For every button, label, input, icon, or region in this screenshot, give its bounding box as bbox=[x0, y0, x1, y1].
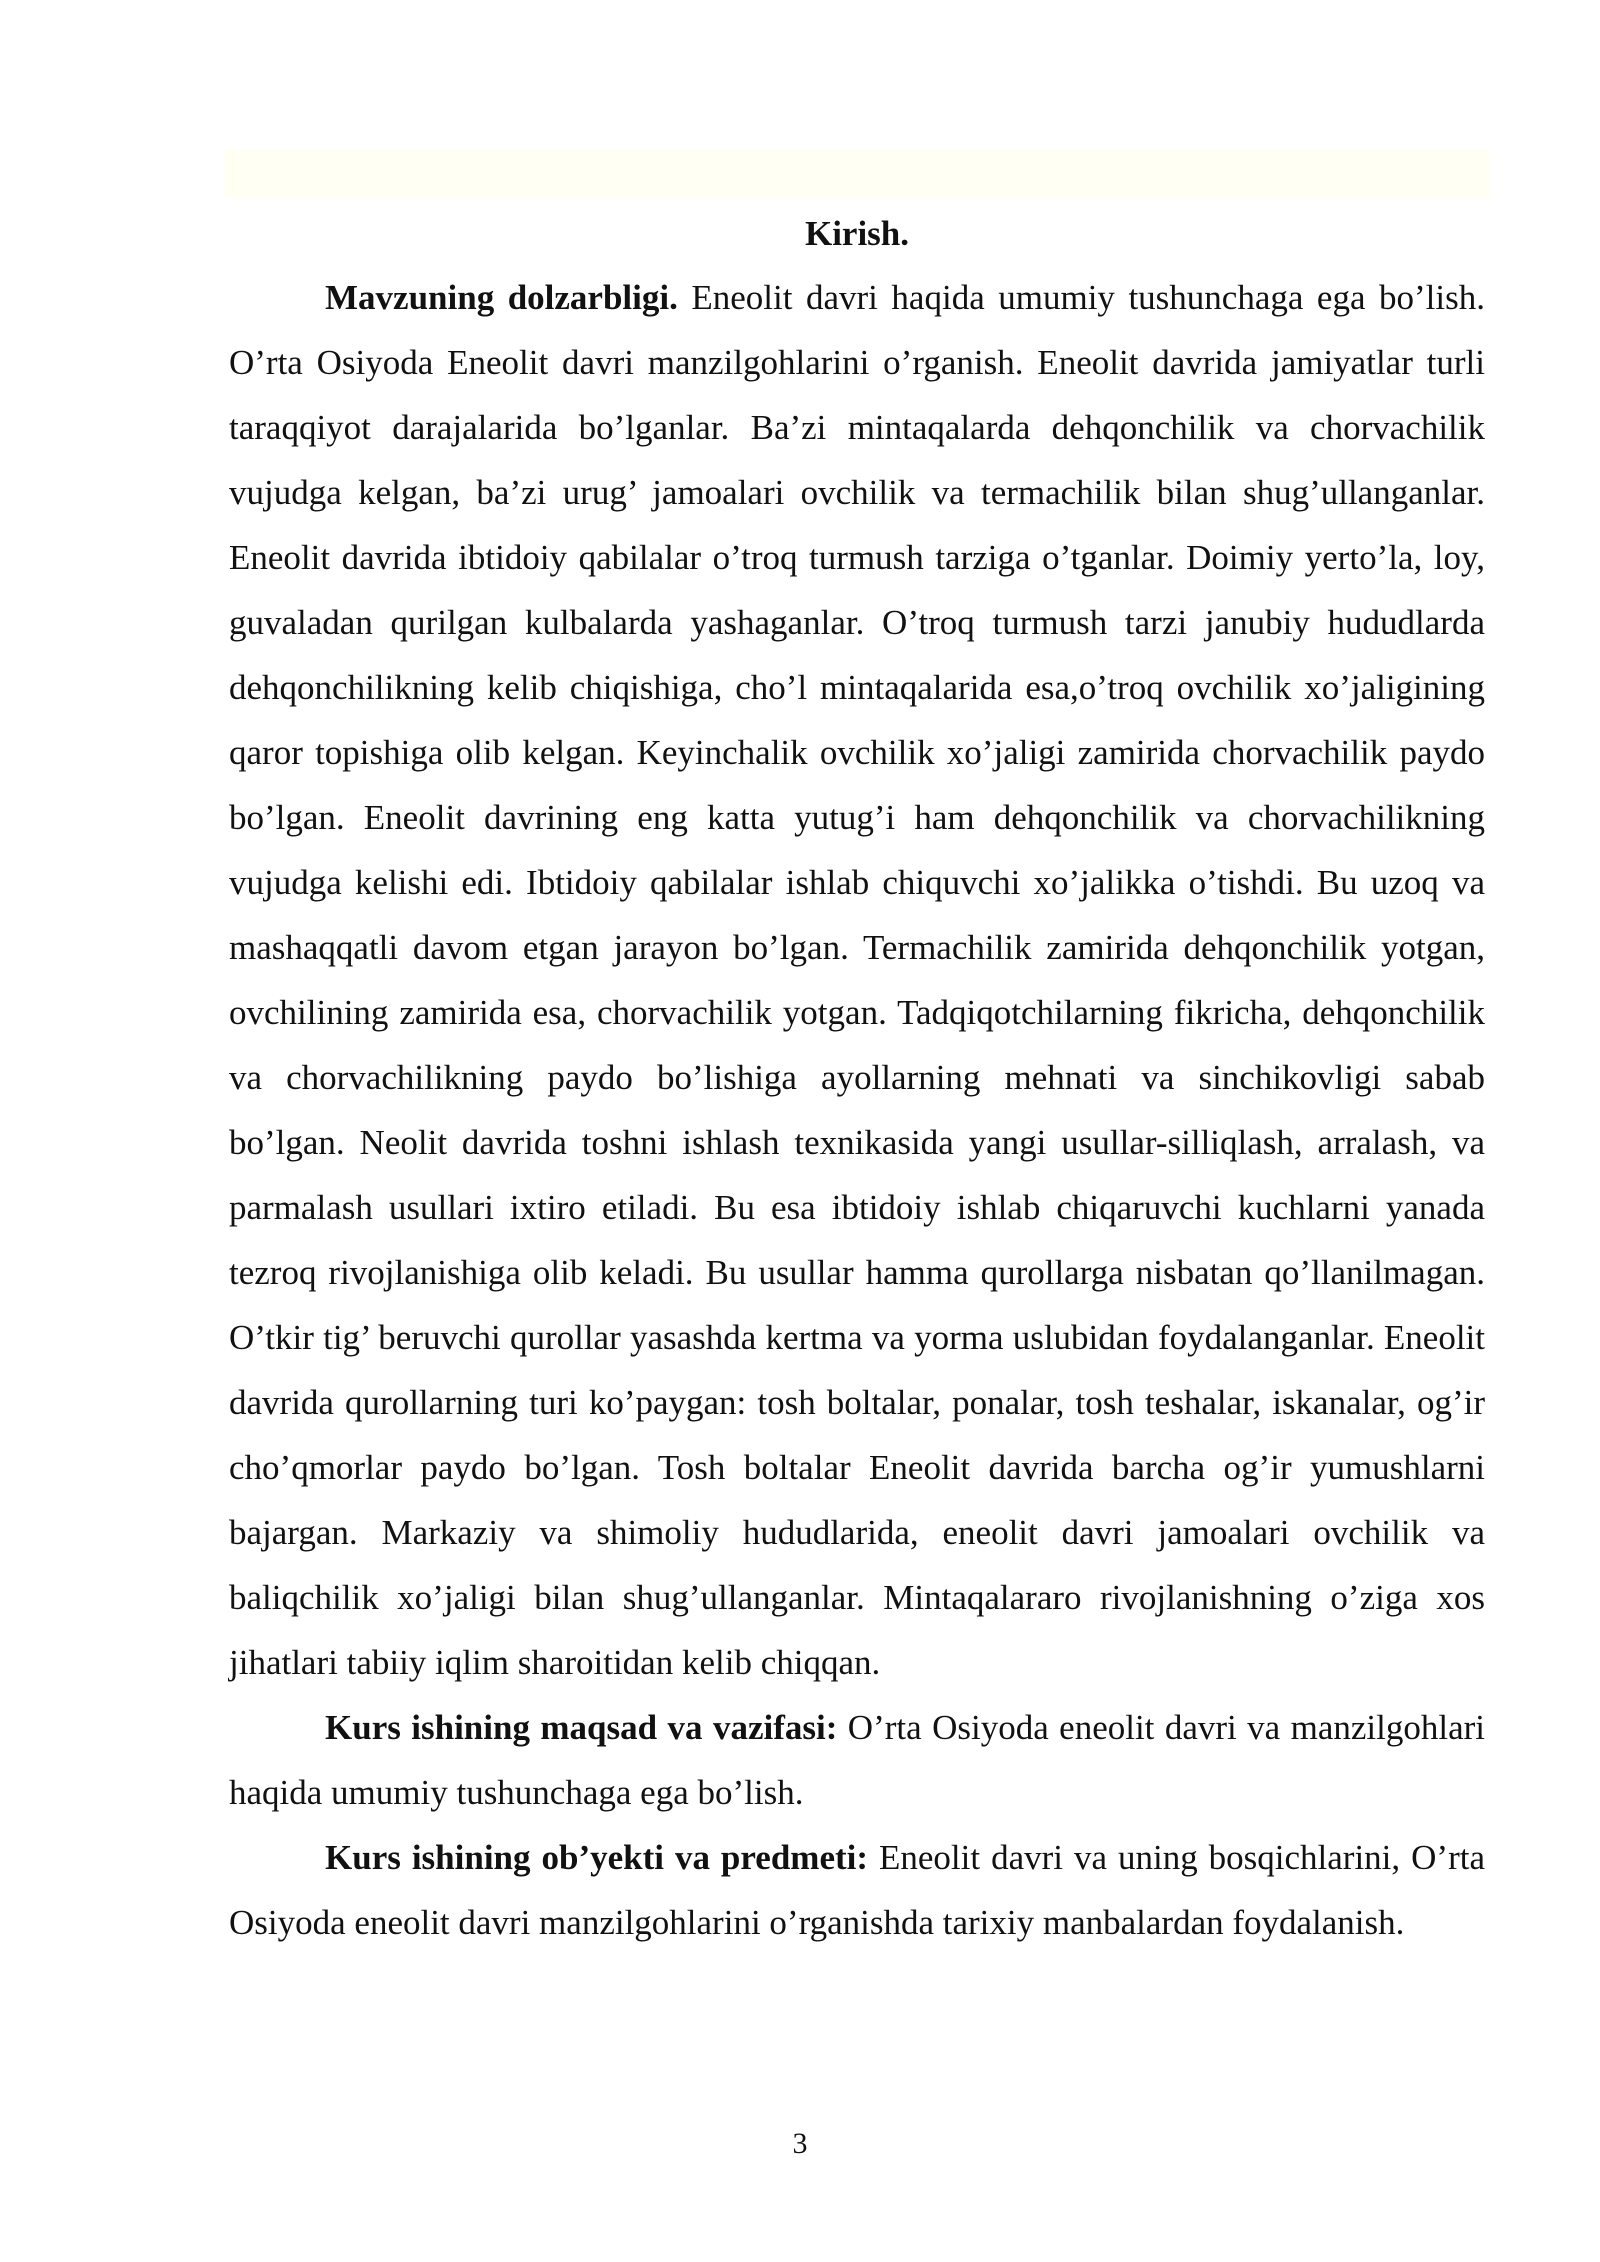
page-number: 3 bbox=[792, 2127, 808, 2160]
paragraph-goal bbox=[229, 1695, 1485, 1825]
paragraph-text: O’rta Osiyoda eneolit davri va manzilgohlari haqida umumiy tushunchaga ega bo’lish. bbox=[229, 1708, 1486, 1812]
paragraph-relevance bbox=[229, 265, 1485, 1695]
paragraph-lead: Mavzuning dolzarbligi. bbox=[325, 278, 678, 317]
paragraph-text: Eneolit davri va uning bosqichlarini, O’rta Osiyoda eneolit davri manzilgohlarini o’rganishda tarixiy manbalardan foydalanish. bbox=[229, 1838, 1485, 1942]
section-title: Kirish. bbox=[804, 214, 910, 253]
paragraph-object bbox=[229, 1825, 1485, 1955]
highlight-strip bbox=[225, 150, 1490, 198]
paragraph-lead: Kurs ishining ob’yekti va predmeti: bbox=[325, 1838, 869, 1877]
page-content bbox=[229, 206, 1485, 1955]
paragraph-text: Eneolit davri haqida umumiy tushunchaga ega bo’lish. O’rta Osiyoda Eneolit davri manzilgohlarini o’rganish. Eneolit davrida jamiyatlar turli taraqqiyot darajalarida bo’lganlar. Ba’zi mintaqalarda dehqonchilik va chorvachilik vujudga kelgan, ba’zi urug’ jamoalari ovchilik va termachilik bilan shug’ullanganlar. Eneolit davrida ibtidoiy qabilalar o’troq turmush tarziga o’tganlar. Doimiy yerto’la, loy, guvaladan qurilgan kulbalarda yashaganlar. O’troq turmush tarzi janubiy hududlarda dehqonchilikning kelib chiqishiga, cho’l mintaqalarida esa,o’troq ovchilik xo’jaligining qaror topishiga olib kelgan. Keyinchalik ovchilik xo’jaligi zamirida chorvachilik paydo bo’lgan. Eneolit davrining eng katta yutug’i ham dehqonchilik va chorvachilikning vujudga kelishi edi. Ibtidoiy qabilalar ishlab chiquvchi xo’jalikka o’tishdi. Bu uzoq va mashaqqatli davom etgan jarayon bo’lgan. Termachilik zamirida dehqonchilik yotgan, ovchilining zamirida esa, chorvachilik yotgan. Tadqiqotchilarning fikricha, dehqonchilik va chorvachilikning paydo bo’lishiga ayollarning mehnati va sinchikovligi sabab bo’lgan. Neolit davrida toshni ishlash texnikasida yangi usullar-silliqlash, arralash, va parmalash usullari ixtiro etiladi. Bu esa ibtidoiy ishlab chiqaruvchi kuchlarni yanada tezroq rivojlanishiga olib keladi. Bu usullar hamma qurollarga nisbatan qo’llanilmagan. O’tkir tig’ beruvchi qurollar yasashda kertma va yorma uslubidan foydalanganlar. Eneolit davrida qurollarning turi ko’paygan: tosh boltalar, ponalar, tosh teshalar, iskanalar, og’ir cho’qmorlar paydo bo’lgan. Tosh boltalar Eneolit davrida barcha og’ir yumushlarni bajargan. Markaziy va shimoliy hududlarida, eneolit davri jamoalari ovchilik va baliqchilik xo’jaligi bilan shug’ullanganlar. Mintaqalararo rivojlanishning o’ziga xos jihatlari tabiiy iqlim sharoitidan kelib chiqqan. bbox=[229, 278, 1485, 1682]
paragraph-lead: Kurs ishining maqsad va vazifasi: bbox=[325, 1708, 838, 1747]
